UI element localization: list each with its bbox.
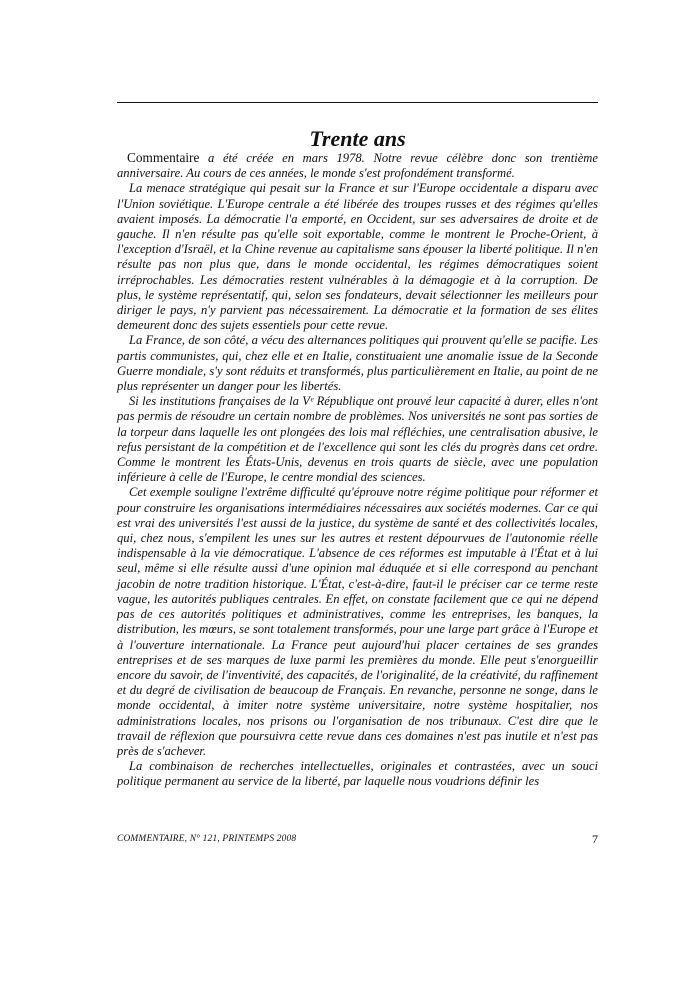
paragraph-2: La menace stratégique qui pesait sur la France et sur l'Europe occidentale a disparu avec l'Union soviétique. L'Europe centrale a été libérée des troupes russes et des régimes qu'elles avaient imposés. La démocratie l'a emporté, en Occident, sur ses adversaires de droite et de gauche. Il n'en résulte pas qu'elle soit exportable, comme le montrent le Proche-Orient, à l'exception d'Israël, et la Chine revenue au capitalisme sans épouser la liberté politique. Il n'en résulte pas non plus que, dans le monde occidental, les régimes démocratiques soient irréprochables. Les démocraties restent vulnérables à la démagogie et à la corruption. De plus, le système représentatif, qui, selon ses fondateurs, devait sélectionner les meilleurs pour diriger le pays, n'y parvient pas nécessairement. La démocratie et la formation de ses élites demeurent donc des sujets essentiels pour cette revue. xyxy=(117,181,598,333)
paragraph-3: La France, de son côté, a vécu des alternances politiques qui prouvent qu'elle se pacifie. Les partis communistes, qui, chez elle et en Italie, constituaient une anomalie issue de la Seconde Guerre mondiale, s'y sont réduits et transformés, plus particulièrement en Italie, au point de ne plus représenter un danger pour les libertés. xyxy=(117,333,598,394)
paragraph-5: Cet exemple souligne l'extrême difficulté qu'éprouve notre régime politique pour réformer et pour construire les organisations intermédiaires nécessaires aux sociétés modernes. Car ce qui est vrai des universités l'est aussi de la justice, du système de santé et des collectivités locales, qui, chez nous, s'empilent les unes sur les autres et restent dépourvues de l'autonomie réelle indispensable à la vie démocratique. L'absence de ces réformes est imputable à l'État et à lui seul, même si elle résulte aussi d'une opinion mal éduquée et si elle correspond au penchant jacobin de notre tradition historique. L'État, c'est-à-dire, faut-il le préciser car ce terme reste vague, les autorités publiques centrales. En effet, on constate facilement que ce qui ne dépend pas de ces autorités politiques et administratives, comme les entreprises, les banques, la distribution, les mœurs, se sont totalement transformés, pour une large part grâce à l'Europe et à l'ouverture internationale. La France peut aujourd'hui placer certaines de ses grandes entreprises et de ses marques de luxe parmi les premières du monde. Elle peut s'enorgueillir encore du savoir, de l'inventivité, des capacités, de l'originalité, de la créativité, du raffinement et du degré de civilisation de beaucoup de Français. En revanche, personne ne songe, dans le monde occidental, à imiter notre système universitaire, notre système hospitalier, nos administrations locales, nos prisons ou l'organisation de nos tribunaux. C'est dire que le travail de réflexion que poursuivra cette revue dans ces domaines n'est pas inutile et n'est pas près de s'achever. xyxy=(117,485,598,758)
paragraph-1-text: a été créée en mars 1978. Notre revue célèbre donc son trentième anniversaire. Au cours de ces années, le monde s'est profondément transformé. xyxy=(117,151,598,181)
article-body xyxy=(117,150,598,790)
paragraph-1 xyxy=(117,150,598,181)
paragraph-4: Si les institutions françaises de la Vᵉ République ont prouvé leur capacité à durer, elles n'ont pas permis de résoudre un certain nombre de problèmes. Nos universités ne sont pas sorties de la torpeur dans laquelle les ont plongées des lois mal réfléchies, une centralisation abusive, le refus persistant de la compétition et de l'excellence qui sont les clés du progrès dans cet ordre. Comme le montrent les États-Unis, devenus en trois quarts de siècle, avec une population inférieure à celle de l'Europe, le centre mondial des sciences. xyxy=(117,394,598,485)
footer-source: COMMENTAIRE, N° 121, PRINTEMPS 2008 xyxy=(117,834,297,844)
paragraph-6: La combinaison de recherches intellectuelles, originales et contrastées, avec un souci politique permanent au service de la liberté, par laquelle nous voudrions définir les xyxy=(117,759,598,789)
page-number: 7 xyxy=(592,832,598,846)
journal-name: Commentaire xyxy=(127,150,200,165)
title-rule xyxy=(117,102,598,103)
article-title: Trente ans xyxy=(309,125,406,151)
